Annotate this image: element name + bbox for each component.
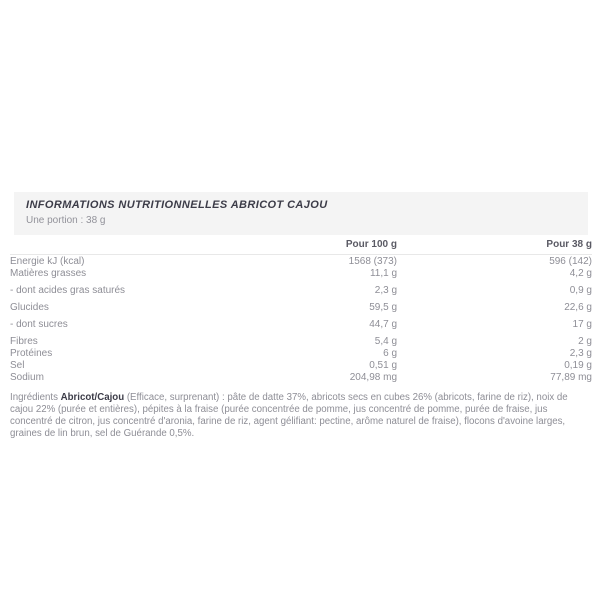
column-header-per-100g: Pour 100 g bbox=[278, 235, 397, 255]
ingredients-prefix: Ingrédients bbox=[10, 392, 61, 403]
table-row bbox=[10, 255, 592, 268]
table-row bbox=[10, 313, 592, 330]
ingredients-list-text: (Efficace, surprenant) : pâte de datte 37%, abricots secs en cubes 26% (abricots, farine de riz), noix de cajou 22% (purée et entières), pépites à la fraise (purée concentrée de pomme, jus concentré de pomme, purée de fraise, jus concentré de citron, jus concentré d'aronia, farine de riz, agent gélifiant: pectine, arôme naturel de fraise), flocons d'avoine larges, graines de lin brun, sel de Guérande 0,5%. bbox=[10, 392, 568, 439]
table-row bbox=[10, 359, 592, 371]
value-per-38g: 0,19 g bbox=[564, 360, 592, 371]
value-per-100g: 6 g bbox=[383, 348, 398, 359]
nutrition-title: INFORMATIONS NUTRITIONNELLES ABRICOT CAJOU bbox=[26, 199, 328, 211]
nutrient-label: - dont sucres bbox=[10, 319, 68, 330]
value-per-100g: 59,5 g bbox=[369, 302, 398, 313]
nutrient-label: Fibres bbox=[10, 336, 38, 347]
value-per-100g: 2,3 g bbox=[374, 285, 398, 296]
table-row bbox=[10, 347, 592, 359]
nutrient-label: Sel bbox=[10, 360, 25, 371]
nutrient-column-header bbox=[10, 235, 278, 255]
nutrient-label: Glucides bbox=[10, 302, 49, 313]
nutrition-content bbox=[10, 192, 592, 440]
value-per-100g: 1568 (373) bbox=[348, 256, 398, 267]
nutrition-table bbox=[10, 235, 592, 383]
value-per-100g: 0,51 g bbox=[369, 360, 398, 371]
value-per-38g: 4,2 g bbox=[569, 268, 592, 279]
value-per-100g: 204,98 mg bbox=[349, 372, 398, 383]
value-per-38g: 22,6 g bbox=[564, 302, 592, 313]
nutrient-label: Protéines bbox=[10, 348, 53, 359]
nutrient-label: Sodium bbox=[10, 372, 44, 383]
nutrient-label: - dont acides gras saturés bbox=[10, 285, 126, 296]
ingredients-product-name: Abricot/Cajou bbox=[60, 392, 125, 403]
value-per-38g: 2 g bbox=[578, 336, 592, 347]
value-per-100g: 11,1 g bbox=[369, 268, 398, 279]
nutrient-label: Matières grasses bbox=[10, 268, 87, 279]
value-per-100g: 44,7 g bbox=[369, 319, 398, 330]
table-row bbox=[10, 371, 592, 383]
ingredients-paragraph bbox=[10, 392, 592, 440]
value-per-38g: 596 (142) bbox=[549, 256, 592, 267]
value-per-38g: 77,89 mg bbox=[550, 372, 592, 383]
table-row bbox=[10, 296, 592, 313]
value-per-38g: 2,3 g bbox=[569, 348, 592, 359]
column-header-per-38g: Pour 38 g bbox=[397, 235, 592, 255]
nutrient-label: Energie kJ (kcal) bbox=[10, 256, 85, 267]
table-row bbox=[10, 267, 592, 279]
value-per-38g: 0,9 g bbox=[569, 285, 592, 296]
table-header-row bbox=[10, 235, 592, 255]
value-per-100g: 5,4 g bbox=[374, 336, 398, 347]
portion-size-text: Une portion : 38 g bbox=[26, 215, 106, 226]
table-row bbox=[10, 279, 592, 296]
nutrition-header-banner bbox=[14, 192, 588, 235]
value-per-38g: 17 g bbox=[572, 319, 592, 330]
table-row bbox=[10, 330, 592, 347]
